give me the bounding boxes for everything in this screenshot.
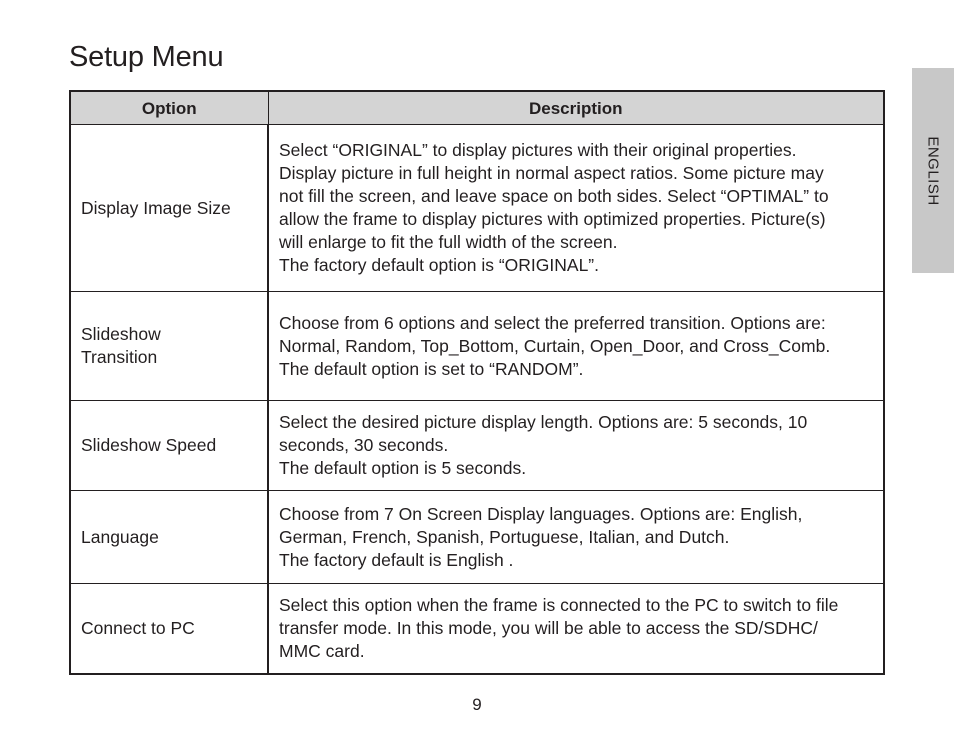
option-cell	[70, 401, 268, 491]
page-number: 9	[472, 695, 482, 714]
table-row	[70, 401, 884, 491]
option-cell	[70, 491, 268, 584]
table-row	[70, 584, 884, 675]
table-row	[70, 125, 884, 292]
option-cell	[70, 584, 268, 675]
option-label: Language	[81, 526, 159, 547]
description-cell	[268, 584, 884, 675]
description-line: Select the desired picture display length. Options are: 5 seconds, 10	[279, 412, 808, 432]
option-label: Display Image Size	[81, 197, 231, 218]
description-line: The default option is 5 seconds.	[279, 458, 527, 478]
table-row	[70, 292, 884, 401]
description-line: will enlarge to fit the full width of the screen.	[279, 232, 618, 252]
option-label: Slideshow	[81, 324, 161, 344]
side-tab-label: ENGLISH	[924, 135, 942, 206]
description-cell	[268, 401, 884, 491]
option-column-header: Option	[70, 91, 268, 125]
option-label: Transition	[81, 347, 158, 367]
option-label: Slideshow Speed	[81, 435, 217, 455]
description-line: seconds, 30 seconds.	[279, 435, 449, 455]
option-cell	[70, 125, 268, 292]
description-cell	[268, 491, 884, 584]
description-line: Select this option when the frame is connected to the PC to switch to file	[279, 595, 839, 615]
table-row	[70, 491, 884, 584]
description-line: Normal, Random, Top_Bottom, Curtain, Open_Door, and Cross_Comb.	[279, 335, 831, 356]
option-label: Connect to PC	[81, 618, 195, 638]
description-cell	[268, 292, 884, 401]
description-line: The factory default is English .	[279, 549, 514, 570]
page-title: Setup Menu	[69, 41, 224, 73]
setup-menu-table	[69, 90, 885, 675]
description-line: transfer mode. In this mode, you will be able to access the SD/SDHC/	[279, 618, 818, 638]
description-line: The factory default option is “ORIGINAL”.	[279, 255, 599, 275]
description-cell	[268, 125, 884, 292]
description-line: Select “ORIGINAL” to display pictures with their original properties.	[279, 140, 797, 160]
description-line: allow the frame to display pictures with optimized properties. Picture(s)	[279, 209, 826, 229]
table-header-row	[70, 91, 884, 125]
description-line: Choose from 7 On Screen Display languages. Options are: English,	[279, 503, 803, 524]
description-line: German, French, Spanish, Portuguese, Italian, and Dutch.	[279, 526, 730, 547]
description-line: Choose from 6 options and select the preferred transition. Options are:	[279, 312, 826, 333]
language-side-tab	[912, 68, 954, 273]
description-column-header: Description	[268, 91, 884, 125]
description-line: not fill the screen, and leave space on both sides. Select “OPTIMAL” to	[279, 186, 829, 206]
description-line: The default option is set to “RANDOM”.	[279, 358, 584, 379]
option-cell	[70, 292, 268, 401]
description-line: Display picture in full height in normal aspect ratios. Some picture may	[279, 163, 824, 183]
description-line: MMC card.	[279, 641, 365, 661]
